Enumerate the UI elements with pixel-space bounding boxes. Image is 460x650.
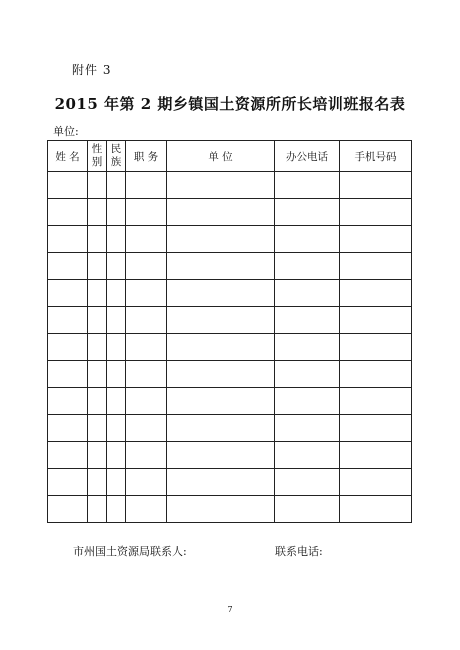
header-row xyxy=(48,141,412,172)
unit-cell[interactable] xyxy=(167,388,275,415)
name-cell[interactable] xyxy=(48,388,88,415)
ethnicity-cell[interactable] xyxy=(107,469,126,496)
mobile-cell[interactable] xyxy=(340,253,412,280)
ethnicity-cell[interactable] xyxy=(107,172,126,199)
gender-cell[interactable] xyxy=(88,469,107,496)
ethnicity-cell[interactable] xyxy=(107,307,126,334)
position-cell[interactable] xyxy=(126,307,167,334)
contact-person-label: 市州国土资源局联系人: xyxy=(73,545,187,558)
ethnicity-cell[interactable] xyxy=(107,388,126,415)
unit-label: 单位: xyxy=(53,125,79,138)
header-unit: 单 位 xyxy=(167,141,275,172)
table-row xyxy=(48,361,412,388)
table-body xyxy=(48,172,412,523)
position-cell[interactable] xyxy=(126,172,167,199)
office-phone-cell[interactable] xyxy=(275,388,340,415)
mobile-cell[interactable] xyxy=(340,415,412,442)
ethnicity-cell[interactable] xyxy=(107,253,126,280)
office-phone-cell[interactable] xyxy=(275,469,340,496)
position-cell[interactable] xyxy=(126,334,167,361)
name-cell[interactable] xyxy=(48,469,88,496)
unit-cell[interactable] xyxy=(167,226,275,253)
ethnicity-cell[interactable] xyxy=(107,199,126,226)
gender-cell[interactable] xyxy=(88,280,107,307)
position-cell[interactable] xyxy=(126,361,167,388)
office-phone-cell[interactable] xyxy=(275,361,340,388)
ethnicity-cell[interactable] xyxy=(107,442,126,469)
unit-cell[interactable] xyxy=(167,442,275,469)
table-row xyxy=(48,442,412,469)
header-ethnicity-text: 民族 xyxy=(110,143,122,168)
unit-cell[interactable] xyxy=(167,307,275,334)
unit-cell[interactable] xyxy=(167,172,275,199)
unit-cell[interactable] xyxy=(167,415,275,442)
mobile-cell[interactable] xyxy=(340,226,412,253)
office-phone-cell[interactable] xyxy=(275,496,340,523)
gender-cell[interactable] xyxy=(88,226,107,253)
mobile-cell[interactable] xyxy=(340,469,412,496)
office-phone-cell[interactable] xyxy=(275,253,340,280)
position-cell[interactable] xyxy=(126,442,167,469)
table-row xyxy=(48,226,412,253)
gender-cell[interactable] xyxy=(88,199,107,226)
office-phone-cell[interactable] xyxy=(275,280,340,307)
name-cell[interactable] xyxy=(48,415,88,442)
position-cell[interactable] xyxy=(126,496,167,523)
table-row xyxy=(48,388,412,415)
name-cell[interactable] xyxy=(48,280,88,307)
mobile-cell[interactable] xyxy=(340,334,412,361)
mobile-cell[interactable] xyxy=(340,307,412,334)
mobile-cell[interactable] xyxy=(340,361,412,388)
office-phone-cell[interactable] xyxy=(275,307,340,334)
office-phone-cell[interactable] xyxy=(275,442,340,469)
gender-cell[interactable] xyxy=(88,496,107,523)
ethnicity-cell[interactable] xyxy=(107,334,126,361)
gender-cell[interactable] xyxy=(88,334,107,361)
contact-phone-label: 联系电话: xyxy=(275,545,323,558)
table-row xyxy=(48,496,412,523)
name-cell[interactable] xyxy=(48,496,88,523)
gender-cell[interactable] xyxy=(88,442,107,469)
mobile-cell[interactable] xyxy=(340,199,412,226)
position-cell[interactable] xyxy=(126,253,167,280)
ethnicity-cell[interactable] xyxy=(107,361,126,388)
page-number: 7 xyxy=(227,605,233,614)
gender-cell[interactable] xyxy=(88,307,107,334)
header-ethnicity xyxy=(107,141,126,172)
office-phone-cell[interactable] xyxy=(275,199,340,226)
header-name: 姓 名 xyxy=(48,141,88,172)
name-cell[interactable] xyxy=(48,199,88,226)
position-cell[interactable] xyxy=(126,469,167,496)
position-cell[interactable] xyxy=(126,226,167,253)
office-phone-cell[interactable] xyxy=(275,226,340,253)
position-cell[interactable] xyxy=(126,280,167,307)
unit-cell[interactable] xyxy=(167,469,275,496)
name-cell[interactable] xyxy=(48,334,88,361)
ethnicity-cell[interactable] xyxy=(107,415,126,442)
position-cell[interactable] xyxy=(126,388,167,415)
position-cell[interactable] xyxy=(126,415,167,442)
ethnicity-cell[interactable] xyxy=(107,496,126,523)
ethnicity-cell[interactable] xyxy=(107,226,126,253)
unit-cell[interactable] xyxy=(167,361,275,388)
header-gender xyxy=(88,141,107,172)
gender-cell[interactable] xyxy=(88,361,107,388)
office-phone-cell[interactable] xyxy=(275,415,340,442)
header-mobile: 手机号码 xyxy=(340,141,412,172)
table-row xyxy=(48,334,412,361)
mobile-cell[interactable] xyxy=(340,172,412,199)
unit-cell[interactable] xyxy=(167,280,275,307)
form-title: 2015 年第 2 期乡镇国土资源所所长培训班报名表 xyxy=(54,95,406,113)
table-row xyxy=(48,469,412,496)
mobile-cell[interactable] xyxy=(340,388,412,415)
table-row xyxy=(48,307,412,334)
unit-cell[interactable] xyxy=(167,199,275,226)
mobile-cell[interactable] xyxy=(340,496,412,523)
gender-cell[interactable] xyxy=(88,415,107,442)
gender-cell[interactable] xyxy=(88,388,107,415)
table-row xyxy=(48,172,412,199)
mobile-cell[interactable] xyxy=(340,442,412,469)
table-row xyxy=(48,199,412,226)
table-row xyxy=(48,253,412,280)
table-row xyxy=(48,280,412,307)
unit-cell[interactable] xyxy=(167,253,275,280)
office-phone-cell[interactable] xyxy=(275,172,340,199)
unit-cell[interactable] xyxy=(167,334,275,361)
registration-table xyxy=(47,140,412,523)
name-cell[interactable] xyxy=(48,361,88,388)
position-cell[interactable] xyxy=(126,199,167,226)
ethnicity-cell[interactable] xyxy=(107,280,126,307)
gender-cell[interactable] xyxy=(88,253,107,280)
unit-cell[interactable] xyxy=(167,496,275,523)
name-cell[interactable] xyxy=(48,307,88,334)
name-cell[interactable] xyxy=(48,442,88,469)
gender-cell[interactable] xyxy=(88,172,107,199)
name-cell[interactable] xyxy=(48,172,88,199)
office-phone-cell[interactable] xyxy=(275,334,340,361)
header-office-phone: 办公电话 xyxy=(275,141,340,172)
header-position: 职 务 xyxy=(126,141,167,172)
table-row xyxy=(48,415,412,442)
mobile-cell[interactable] xyxy=(340,280,412,307)
header-gender-text: 性别 xyxy=(91,143,103,168)
name-cell[interactable] xyxy=(48,253,88,280)
attachment-label: 附件 3 xyxy=(72,63,112,77)
name-cell[interactable] xyxy=(48,226,88,253)
